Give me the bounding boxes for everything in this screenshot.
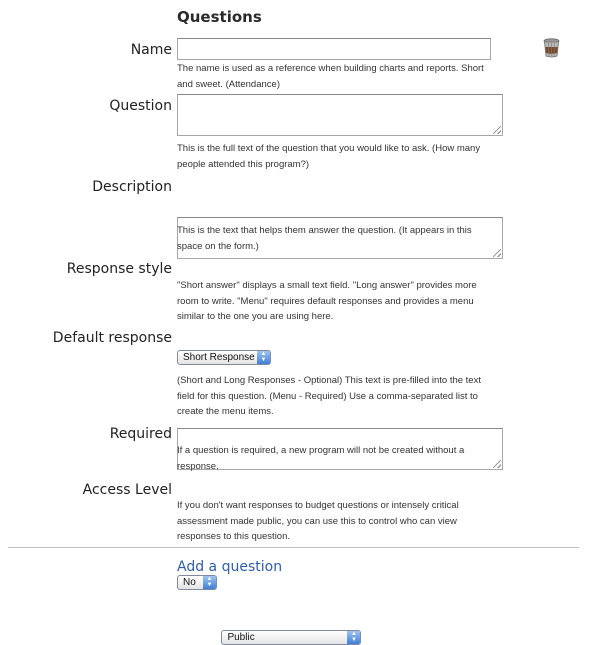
question-label: Question xyxy=(109,98,172,114)
response-style-help: "Short answer" displays a small text field. "Long answer" provides more room to write. "Menu" requires default responses and provides a menu similar to the one you are using here. xyxy=(177,280,477,322)
response-style-select[interactable] xyxy=(177,350,271,365)
select-arrows-icon: ▲ ▼ xyxy=(203,576,216,589)
resize-grip-icon[interactable] xyxy=(493,126,501,134)
description-help: This is the text that helps them answer the question. (It appears in this space on the form.) xyxy=(177,225,472,252)
access-level-value: Public xyxy=(227,632,255,643)
select-arrows-icon: ▲ ▼ xyxy=(347,631,360,644)
access-level-label: Access Level xyxy=(82,482,172,498)
default-response-label: Default response xyxy=(52,330,172,346)
required-label: Required xyxy=(109,426,172,442)
divider xyxy=(8,547,579,548)
required-help: If a question is required, a new program will not be created without a response. xyxy=(177,445,465,472)
access-level-help: If you don't want responses to budget questions or intensely critical assessment made public, you can use this to control who can view responses to this question. xyxy=(177,500,459,542)
description-label: Description xyxy=(92,179,172,195)
question-textarea[interactable] xyxy=(177,94,503,136)
select-arrows-icon: ▲ ▼ xyxy=(257,351,270,364)
name-input[interactable] xyxy=(177,38,491,60)
question-help: This is the full text of the question that you would like to ask. (How many people attended this program?) xyxy=(177,143,481,170)
response-style-label: Response style xyxy=(66,261,172,277)
add-question-link[interactable]: Add a question xyxy=(177,559,283,575)
trash-icon[interactable] xyxy=(543,38,560,58)
required-select[interactable] xyxy=(177,575,217,590)
required-value: No xyxy=(183,577,196,588)
default-response-help: (Short and Long Responses - Optional) This text is pre-filled into the text field for this question. (Menu - Required) Use a comma-separated list to create the menu items. xyxy=(177,375,481,417)
name-help: The name is used as a reference when building charts and reports. Short and sweet. (Attendance) xyxy=(177,63,484,90)
section-title: Questions xyxy=(177,8,262,26)
access-level-select[interactable] xyxy=(221,630,361,645)
response-style-value: Short Response xyxy=(183,352,255,363)
name-label: Name xyxy=(130,42,172,58)
